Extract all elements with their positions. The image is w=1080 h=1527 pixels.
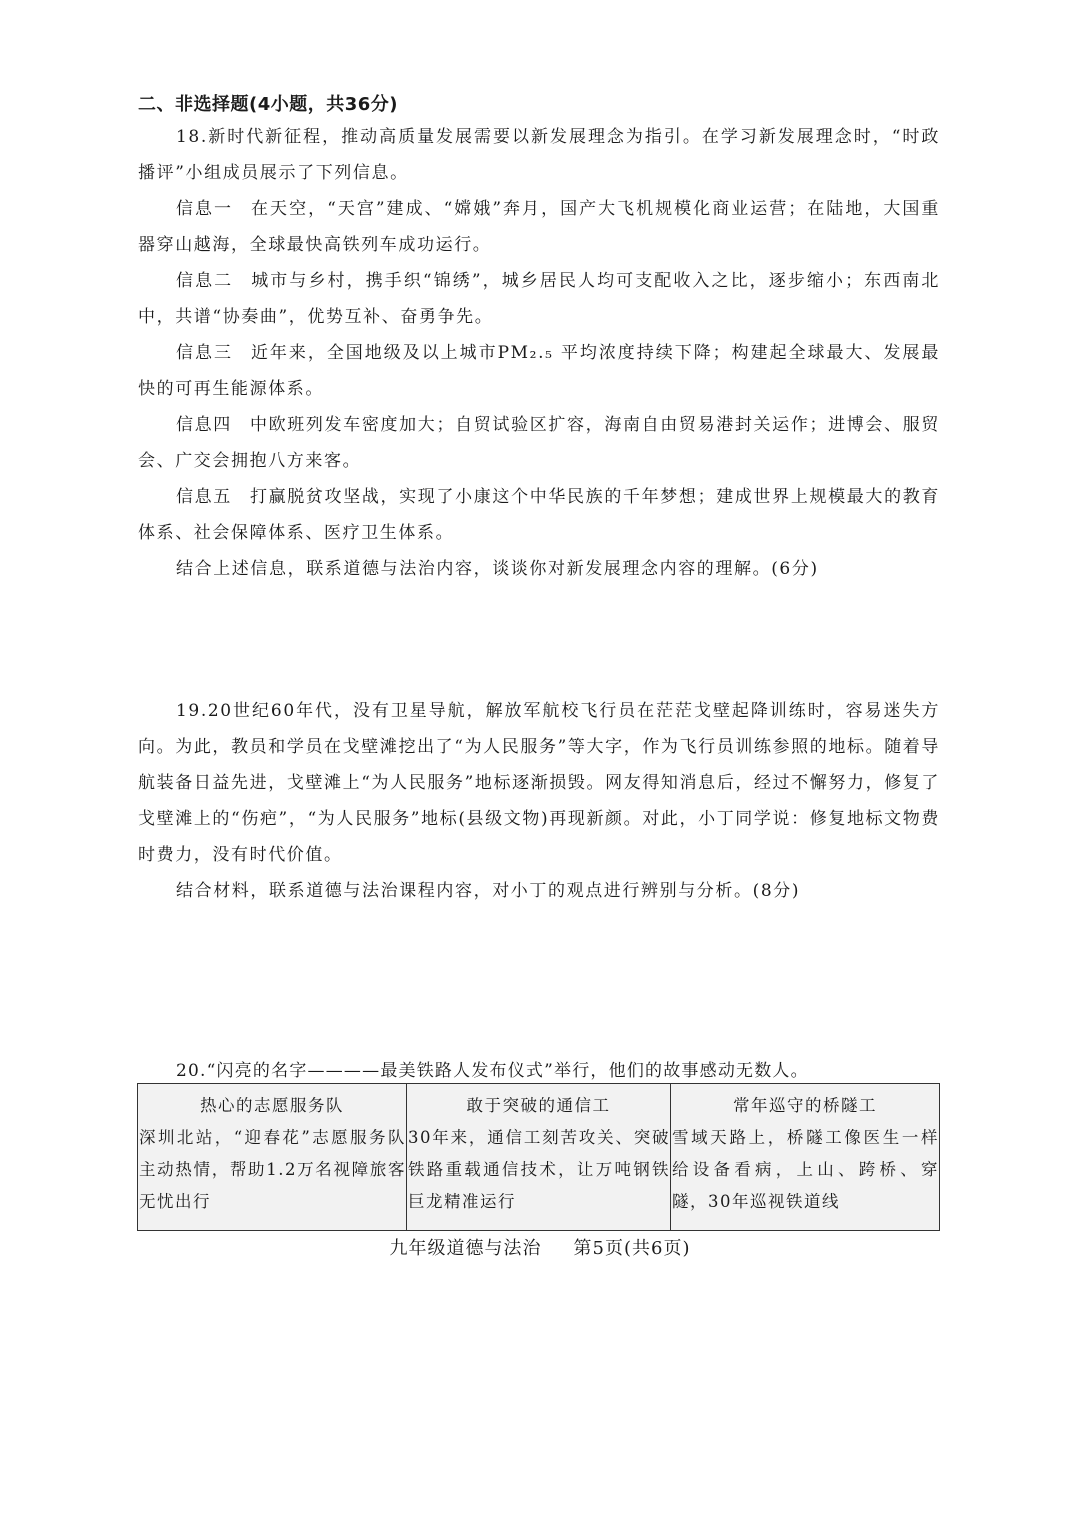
cell-text: 深圳北站，“迎春花”志愿服务队主动热情，帮助1.2万名视障旅客无忧出行 <box>139 1128 406 1211</box>
table-cell-communication-worker <box>407 1084 671 1231</box>
info-tag: 信息一 <box>176 199 234 219</box>
footer-page-number: 第5页(共6页) <box>573 1238 691 1259</box>
question-19 <box>138 693 940 909</box>
table-cell-volunteers <box>138 1084 407 1231</box>
info-tag: 信息五 <box>176 487 232 507</box>
info-text: 近年来，全国地级及以上城市PM₂.₅ 平均浓度持续下降；构建起全球最大、发展最快的可再生能源体系。 <box>138 343 940 399</box>
footer-subject: 九年级道德与法治 <box>389 1238 542 1259</box>
info-text: 在天空，“天宫”建成、“嫦娥”奔月，国产大飞机规模化商业运营；在陆地，大国重器穿山越海，全球最快高铁列车成功运行。 <box>138 199 940 255</box>
railway-people-table <box>137 1083 940 1231</box>
info-item-4 <box>138 407 940 479</box>
info-tag: 信息二 <box>176 271 234 291</box>
info-tag: 信息四 <box>176 415 232 435</box>
question-18 <box>138 119 940 587</box>
question-20-intro: 20.“闪亮的名字————最美铁路人发布仪式”举行，他们的故事感动无数人。 <box>176 1061 809 1081</box>
info-item-1 <box>138 191 940 263</box>
cell-title: 敢于突破的通信工 <box>466 1096 611 1115</box>
section-heading: 二、非选择题(4小题，共36分) <box>138 94 399 115</box>
info-item-5 <box>138 479 940 551</box>
question-19-material: 19.20世纪60年代，没有卫星导航，解放军航校飞行员在茫茫戈壁起降训练时，容易迷失方向。为此，教员和学员在戈壁滩挖出了“为人民服务”等大字，作为飞行员训练参照的地标。随着导航装备日益先进，戈壁滩上“为人民服务”地标逐渐损毁。网友得知消息后，经过不懈努力，修复了戈壁滩上的“伤疤”，“为人民服务”地标(县级文物)再现新颜。对此，小丁同学说：修复地标文物费时费力，没有时代价值。 <box>138 701 940 865</box>
question-18-intro: 18.新时代新征程，推动高质量发展需要以新发展理念为指引。在学习新发展理念时，“时政播评”小组成员展示了下列信息。 <box>138 127 940 183</box>
info-text: 城市与乡村，携手织“锦绣”，城乡居民人均可支配收入之比，逐步缩小；东西南北中，共谱“协奏曲”，优势互补、奋勇争先。 <box>138 271 940 327</box>
question-19-task: 结合材料，联系道德与法治课程内容，对小丁的观点进行辨别与分析。(8分) <box>176 881 801 901</box>
cell-title: 热心的志愿服务队 <box>200 1096 344 1115</box>
page-footer <box>0 1234 1080 1260</box>
table-cell-bridge-tunnel-worker <box>671 1084 940 1231</box>
info-item-3 <box>138 335 940 407</box>
question-18-task: 结合上述信息，联系道德与法治内容，谈谈你对新发展理念内容的理解。(6分) <box>176 559 819 579</box>
info-item-2 <box>138 263 940 335</box>
info-text: 中欧班列发车密度加大；自贸试验区扩容，海南自由贸易港封关运作；进博会、服贸会、广交会拥抱八方来客。 <box>138 415 940 471</box>
table-row <box>138 1084 940 1231</box>
cell-text: 30年来，通信工刻苦攻关、突破铁路重载通信技术，让万吨钢铁巨龙精准运行 <box>408 1128 670 1211</box>
cell-title: 常年巡守的桥隧工 <box>733 1096 877 1115</box>
cell-text: 雪域天路上，桥隧工像医生一样给设备看病，上山、跨桥、穿隧，30年巡视铁道线 <box>672 1128 939 1211</box>
info-text: 打赢脱贫攻坚战，实现了小康这个中华民族的千年梦想；建成世界上规模最大的教育体系、社会保障体系、医疗卫生体系。 <box>138 487 940 543</box>
info-tag: 信息三 <box>176 343 233 363</box>
